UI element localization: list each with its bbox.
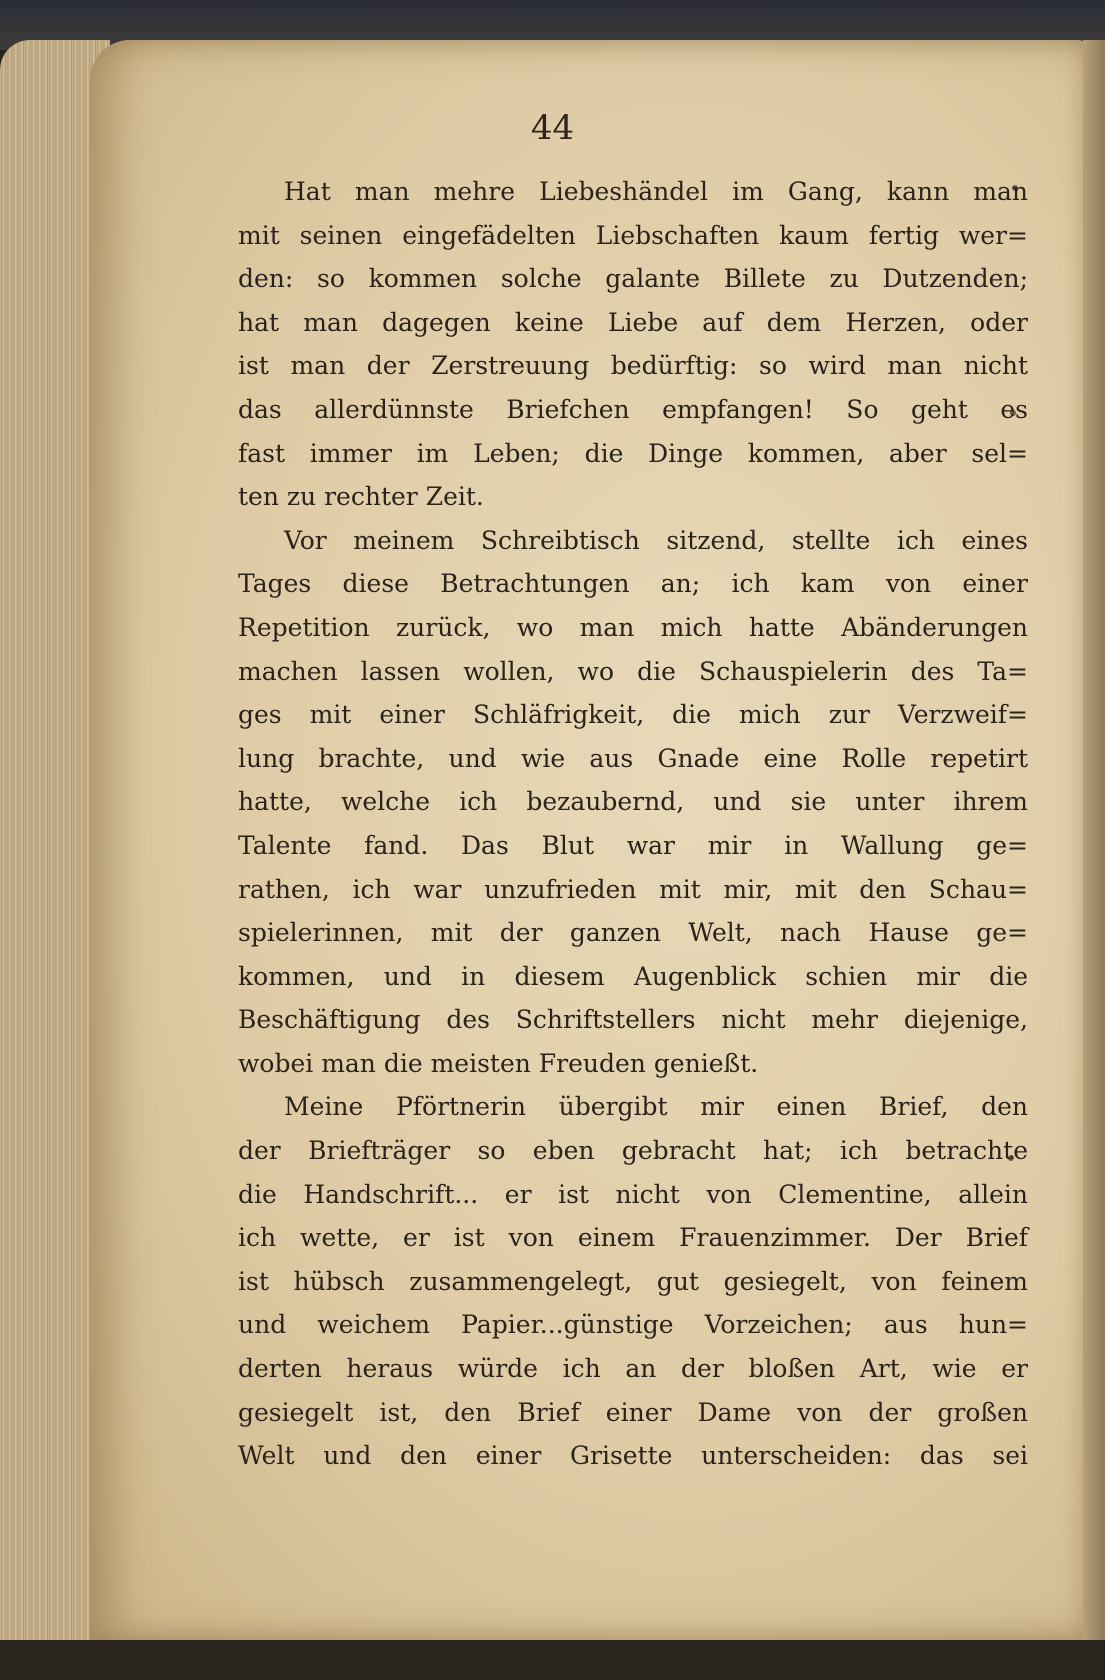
- text-line: der Briefträger so eben gebracht hat; ich betrachte: [238, 1136, 1028, 1166]
- text-line: Vor meinem Schreibtisch sitzend, stellte ich eines: [284, 525, 1028, 555]
- text-line: lung brachte, und wie aus Gnade eine Rolle repetirt: [238, 743, 1028, 773]
- text-line: rathen, ich war unzufrieden mit mir, mit den Schau=: [238, 874, 1028, 904]
- text-line: Welt und den einer Grisette unterscheiden: das sei: [238, 1441, 1028, 1471]
- text-line: ich wette, er ist von einem Frauenzimmer. Der Brief: [238, 1223, 1028, 1253]
- text-line: ten zu rechter Zeit.: [238, 482, 484, 512]
- text-line: ist man der Zerstreuung bedürftig: so wird man nicht: [238, 351, 1028, 381]
- text-line: ges mit einer Schläfrigkeit, die mich zur Verzweif=: [238, 700, 1028, 730]
- text-line: hat man dagegen keine Liebe auf dem Herzen, oder: [238, 307, 1028, 337]
- text-line: und weichem Papier...günstige Vorzeichen; aus hun=: [238, 1310, 1028, 1340]
- page-right-edge: [1083, 40, 1105, 1640]
- text-line: derten heraus würde ich an der bloßen Art, wie er: [238, 1354, 1028, 1384]
- text-line: das allerdünnste Briefchen empfangen! So geht es: [238, 394, 1028, 424]
- text-line: Beschäftigung des Schriftstellers nicht mehr diejenige,: [238, 1005, 1028, 1035]
- text-line: fast immer im Leben; die Dinge kommen, aber sel=: [238, 438, 1028, 468]
- body-text: [238, 170, 1028, 1478]
- text-line: Repetition zurück, wo man mich hatte Abänderungen: [238, 612, 1028, 642]
- text-line: Tages diese Betrachtungen an; ich kam von einer: [238, 569, 1028, 599]
- page-number: 44: [530, 108, 575, 148]
- text-line: wobei man die meisten Freuden genießt.: [238, 1048, 759, 1078]
- text-line: mit seinen eingefädelten Liebschaften kaum fertig wer=: [238, 220, 1028, 250]
- text-line: machen lassen wollen, wo die Schauspielerin des Ta=: [238, 656, 1028, 686]
- text-line: den: so kommen solche galante Billete zu Dutzenden;: [238, 264, 1028, 294]
- text-line: kommen, und in diesem Augenblick schien mir die: [238, 961, 1028, 991]
- text-line: hatte, welche ich bezaubernd, und sie unter ihrem: [238, 787, 1028, 817]
- text-line: ist hübsch zusammengelegt, gut gesiegelt, von feinem: [238, 1266, 1028, 1296]
- text-line: die Handschrift... er ist nicht von Clementine, allein: [238, 1179, 1028, 1209]
- text-line: Meine Pförtnerin übergibt mir einen Brief, den: [284, 1092, 1028, 1122]
- text-line: gesiegelt ist, den Brief einer Dame von der großen: [238, 1397, 1028, 1427]
- text-line: Talente fand. Das Blut war mir in Wallung ge=: [238, 830, 1028, 860]
- text-line: Hat man mehre Liebeshändel im Gang, kann man: [284, 177, 1028, 206]
- text-line: spielerinnen, mit der ganzen Welt, nach Hause ge=: [238, 918, 1028, 948]
